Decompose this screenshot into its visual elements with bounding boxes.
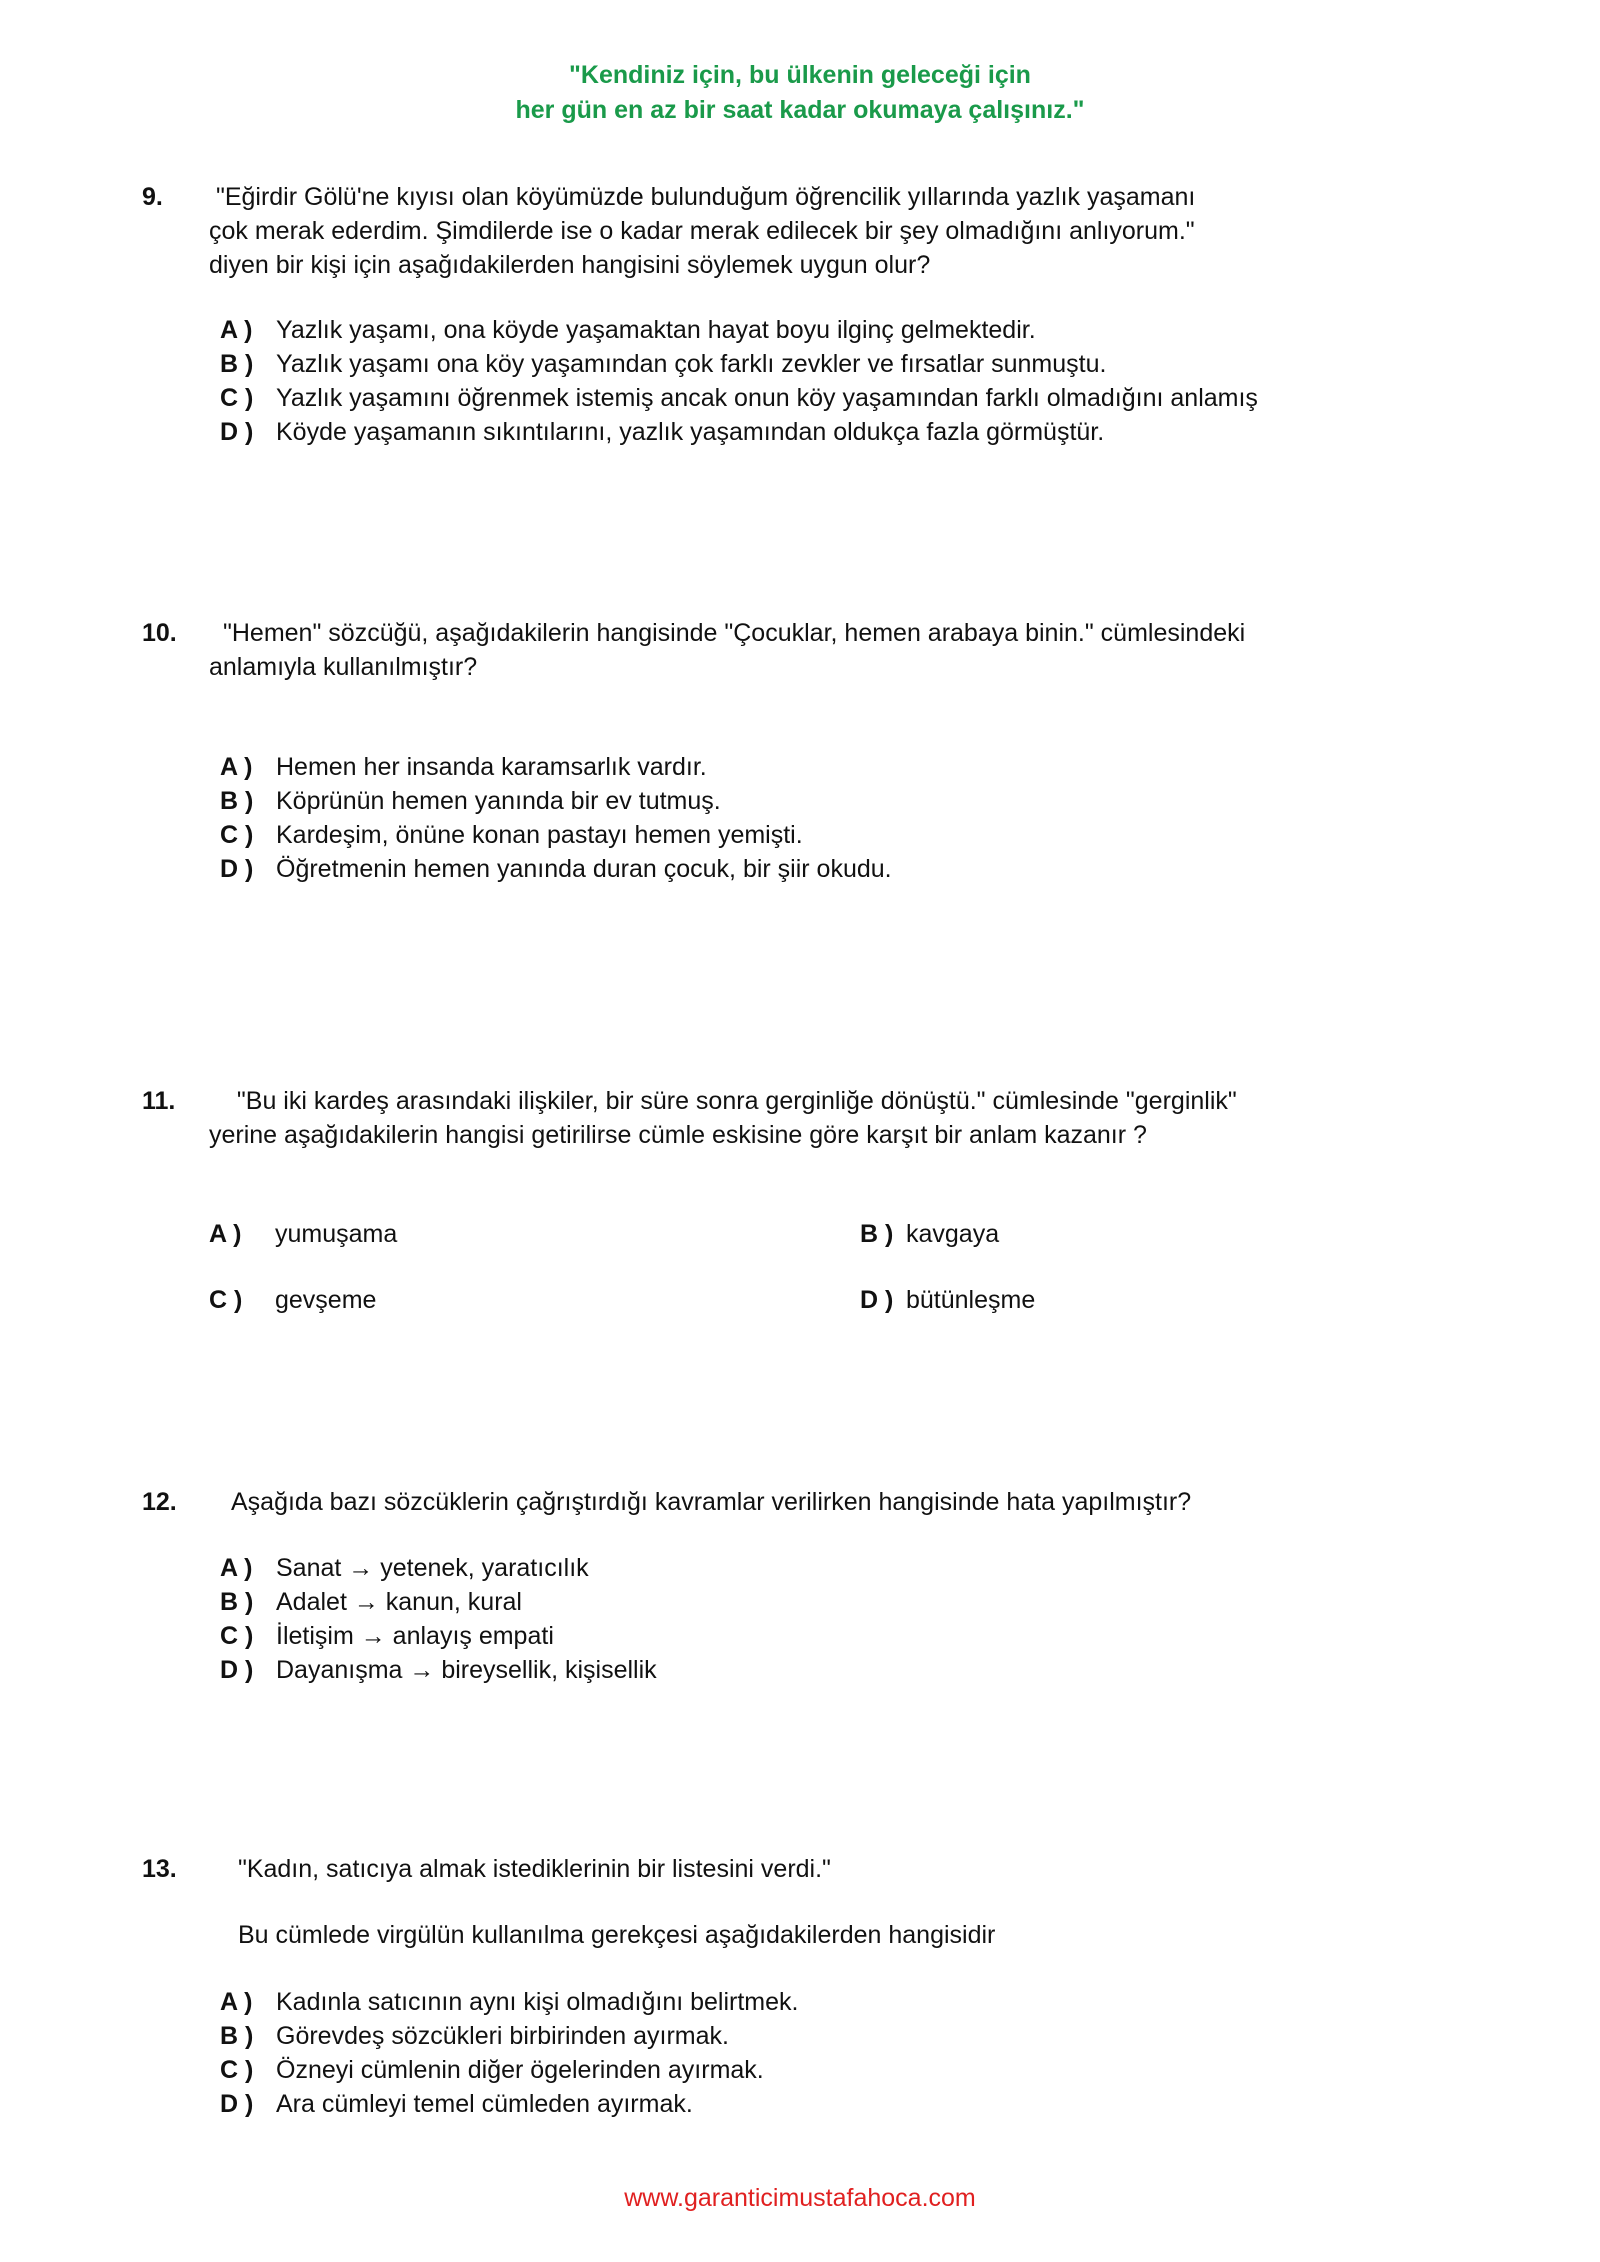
option-label: B ) xyxy=(220,1588,254,1616)
question-number: 13. xyxy=(142,1855,177,1883)
option-label: D ) xyxy=(220,2090,254,2118)
option-d[interactable] xyxy=(220,1653,1420,1687)
option-text: Öğretmenin hemen yanında duran çocuk, bir şiir okudu. xyxy=(276,855,892,883)
option-text: gevşeme xyxy=(275,1286,377,1314)
option-list xyxy=(220,313,1420,449)
option-label: C ) xyxy=(220,384,254,412)
question-number: 9. xyxy=(142,183,163,211)
option-label: A ) xyxy=(209,1220,242,1248)
option-label: C ) xyxy=(220,1622,254,1650)
option-list xyxy=(220,1985,1420,2121)
option-label: D ) xyxy=(220,1656,254,1684)
stem-line: Aşağıda bazı sözcüklerin çağrıştırdığı kavramlar verilirken hangisinde hata yapılmıştır? xyxy=(231,1488,1192,1516)
option-label: D ) xyxy=(220,418,254,446)
option-label: D ) xyxy=(220,855,254,883)
option-text: Yazlık yaşamı ona köy yaşamından çok farklı zevkler ve fırsatlar sunmuştu. xyxy=(276,350,1107,378)
motto-line-2: her gün en az bir saat kadar okumaya çalışınız." xyxy=(515,96,1085,124)
option-c[interactable] xyxy=(220,381,1420,415)
motto-header xyxy=(0,58,1600,128)
option-text: Sanat → yetenek, yaratıcılık xyxy=(276,1554,589,1582)
option-label: C ) xyxy=(220,821,254,849)
option-label: A ) xyxy=(220,316,253,344)
option-label: C ) xyxy=(220,2056,254,2084)
option-label: B ) xyxy=(220,2022,254,2050)
stem-line: diyen bir kişi için aşağıdakilerden hangisini söylemek uygun olur? xyxy=(209,251,931,279)
option-a[interactable] xyxy=(220,750,1420,784)
option-text: Görevdeş sözcükleri birbirinden ayırmak. xyxy=(276,2022,729,2050)
option-a[interactable] xyxy=(220,313,1420,347)
option-label: A ) xyxy=(220,1554,253,1582)
option-a[interactable] xyxy=(220,1551,1420,1585)
option-label: A ) xyxy=(220,753,253,781)
option-c[interactable] xyxy=(209,1283,376,1317)
option-text: kavgaya xyxy=(906,1220,1000,1248)
stem-line: "Eğirdir Gölü'ne kıyısı olan köyümüzde bulunduğum öğrencilik yıllarında yazlık yaşamanı xyxy=(209,183,1196,211)
question-stem xyxy=(231,1485,1431,1519)
stem-line: anlamıyla kullanılmıştır? xyxy=(209,653,478,681)
option-c[interactable] xyxy=(220,2053,1420,2087)
option-label: C ) xyxy=(209,1286,243,1314)
option-d[interactable] xyxy=(220,415,1420,449)
option-c[interactable] xyxy=(220,818,1420,852)
option-d[interactable] xyxy=(220,2087,1420,2121)
option-list xyxy=(220,1551,1420,1687)
question-stem xyxy=(209,616,1409,684)
stem-line: "Kadın, satıcıya almak istediklerinin bir listesini verdi." xyxy=(231,1855,831,1883)
motto-line-1: "Kendiniz için, bu ülkenin geleceği için xyxy=(569,61,1031,89)
stem-line: "Bu iki kardeş arasındaki ilişkiler, bir süre sonra gerginliğe dönüştü." cümlesinde "gerginlik" xyxy=(223,1087,1237,1115)
question-prompt: Bu cümlede virgülün kullanılma gerekçesi aşağıdakilerden hangisidir xyxy=(238,1921,996,1949)
option-label: D ) xyxy=(860,1286,894,1314)
stem-line: yerine aşağıdakilerin hangisi getirilirse cümle eskisine göre karşıt bir anlam kazanır ? xyxy=(209,1121,1147,1149)
option-label: B ) xyxy=(220,787,254,815)
option-text: Özneyi cümlenin diğer ögelerinden ayırmak. xyxy=(276,2056,764,2084)
option-b[interactable] xyxy=(220,784,1420,818)
footer-website-link[interactable]: www.garanticimustafahoca.com xyxy=(624,2184,976,2212)
question-stem xyxy=(209,180,1409,282)
option-text: yumuşama xyxy=(275,1220,398,1248)
question-stem xyxy=(231,1852,1431,1886)
option-a[interactable] xyxy=(220,1985,1420,2019)
option-b[interactable] xyxy=(220,1585,1420,1619)
option-text: Yazlık yaşamı, ona köyde yaşamaktan hayat boyu ilginç gelmektedir. xyxy=(276,316,1036,344)
question-number: 10. xyxy=(142,619,177,647)
option-b[interactable] xyxy=(860,1217,999,1251)
option-text: Kardeşim, önüne konan pastayı hemen yemişti. xyxy=(276,821,803,849)
question-number: 12. xyxy=(142,1488,177,1516)
option-b[interactable] xyxy=(220,347,1420,381)
option-text: İletişim → anlayış empati xyxy=(276,1622,554,1650)
option-text: Köprünün hemen yanında bir ev tutmuş. xyxy=(276,787,721,815)
option-text: Kadınla satıcının aynı kişi olmadığını belirtmek. xyxy=(276,1988,799,2016)
option-c[interactable] xyxy=(220,1619,1420,1653)
option-text: Dayanışma → bireysellik, kişisellik xyxy=(276,1656,657,1684)
stem-line: çok merak ederdim. Şimdilerde ise o kadar merak edilecek bir şey olmadığını anlıyorum." xyxy=(209,217,1195,245)
question-stem xyxy=(209,1084,1409,1152)
option-text: Adalet → kanun, kural xyxy=(276,1588,522,1616)
option-d[interactable] xyxy=(220,852,1420,886)
option-text: bütünleşme xyxy=(906,1286,1036,1314)
option-list xyxy=(220,750,1420,886)
option-text: Köyde yaşamanın sıkıntılarını, yazlık yaşamından oldukça fazla görmüştür. xyxy=(276,418,1105,446)
stem-line: "Hemen" sözcüğü, aşağıdakilerin hangisinde "Çocuklar, hemen arabaya binin." cümlesindeki xyxy=(223,619,1246,647)
option-b[interactable] xyxy=(220,2019,1420,2053)
option-text: Yazlık yaşamını öğrenmek istemiş ancak onun köy yaşamından farklı olmadığını anlamış xyxy=(276,384,1258,412)
option-label: B ) xyxy=(860,1220,894,1248)
option-label: B ) xyxy=(220,350,254,378)
option-label: A ) xyxy=(220,1988,253,2016)
question-number: 11. xyxy=(142,1087,176,1115)
option-text: Hemen her insanda karamsarlık vardır. xyxy=(276,753,707,781)
option-text: Ara cümleyi temel cümleden ayırmak. xyxy=(276,2090,693,2118)
option-d[interactable] xyxy=(860,1283,1035,1317)
option-a[interactable] xyxy=(209,1217,397,1251)
